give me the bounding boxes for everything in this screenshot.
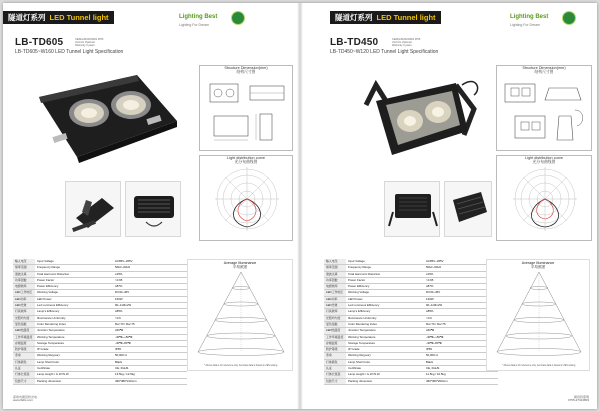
catalog-spread	[3, 3, 597, 409]
spec-label-en: Input Voltage	[346, 259, 424, 265]
spec-label-cn: 灯体颜色	[13, 359, 35, 365]
spec-label-en: Lamp Shell Color	[346, 359, 424, 365]
spec-row	[13, 378, 187, 384]
spec-value: AC85V~265V	[113, 259, 187, 265]
spec-label-cn: 灯具效率	[324, 309, 346, 315]
spec-label-en: Led Luminous Efficiency	[35, 303, 113, 309]
spec-label-en: Input Voltage	[35, 259, 113, 265]
spec-value: 50Hz~60Hz	[113, 265, 187, 271]
spec-label-cn: 存储温度	[324, 340, 346, 346]
product-side-photo	[384, 181, 440, 237]
spec-value: ≤60℃	[424, 328, 498, 334]
product-back-photo	[444, 181, 492, 237]
spec-label-cn: 寿命	[324, 353, 346, 359]
spec-value: 50,000 H	[424, 353, 498, 359]
illuminance-cone-icon	[487, 270, 591, 366]
illuminance-box: Average Illuminance 平均照度 * Above data is for reference only. Accurate data is based on IES testing.	[486, 259, 590, 371]
dimension-box: Structure Dimension(mm) 结构尺寸图	[496, 65, 592, 151]
model-title: LB-TD605	[15, 37, 64, 48]
spec-table	[324, 259, 498, 385]
spec-value: -40℃~+50℃	[424, 334, 498, 340]
spec-label-en: Lamp weight / G.W./N.W.	[346, 372, 424, 378]
spec-value: 50,000 H	[113, 353, 187, 359]
spec-label-cn: LED结温度	[324, 328, 346, 334]
spec-value: >0.95	[424, 277, 498, 283]
spec-label-cn: 电源效率	[324, 284, 346, 290]
spec-label-en: Working life(year)	[35, 353, 113, 359]
spec-label-en: Frequency Range	[35, 265, 113, 271]
illuminance-cone-icon	[188, 270, 294, 366]
cert-lines: CE/RoHS/ISO9001 IP65 UL/CUL Optional Warranty 3 years	[75, 38, 104, 48]
spec-value: CE, RoHS	[424, 366, 498, 372]
spec-label-cn: 光照均匀度	[324, 315, 346, 321]
spec-label-en: Packing dimension	[346, 378, 424, 384]
spec-label-en: Illuminance Uniformity	[35, 315, 113, 321]
brand-badge-icon	[562, 11, 576, 25]
right-page	[300, 3, 597, 409]
spec-value: >0.6	[424, 315, 498, 321]
illuminance-box: Average Illuminance 平均照度 * Above data is for reference only. Accurate data is based on IES testing.	[187, 259, 293, 371]
spec-value: 460*360*200mm	[424, 378, 498, 384]
spec-label-en: Color Rendering Index	[346, 321, 424, 327]
spec-value: 120W	[424, 296, 498, 302]
distribution-box: Light distribution curve 光分布曲线图	[496, 155, 592, 241]
dimension-drawing-icon	[200, 76, 294, 152]
spec-label-cn: 工作环境温度	[13, 334, 35, 340]
spec-value: ≥87%	[424, 284, 498, 290]
spec-value: CE, RoHS	[113, 366, 187, 372]
cert-lines: CE/RoHS/ISO9001 IP65 UL/CUL Optional Warranty 3 years	[392, 38, 421, 48]
spec-label-cn: 灯具效率	[13, 309, 35, 315]
spec-label-en: Lamp Shell Color	[35, 359, 113, 365]
spec-value: Ra>70 / Ra>75	[113, 321, 187, 327]
spec-value: ≥85%	[424, 309, 498, 315]
spec-label-en: Illuminance Uniformity	[346, 315, 424, 321]
spec-label-cn: 存储温度	[13, 340, 35, 346]
spec-value: 50Hz~60Hz	[424, 265, 498, 271]
series-tag: 隧道灯系列 LED Tunnel light	[330, 11, 441, 24]
spec-label-en: Color Rendering Index	[35, 321, 113, 327]
spec-label-en: LED Power	[35, 296, 113, 302]
spec-value: IP65	[113, 347, 187, 353]
spec-label-cn: 寿命	[13, 353, 35, 359]
spec-label-en: IP Grade	[35, 347, 113, 353]
spec-value: 160W	[113, 296, 187, 302]
spec-label-cn: 显色指数	[13, 321, 35, 327]
spec-value: Black	[424, 359, 498, 365]
spec-label-cn: 灯体颜色	[324, 359, 346, 365]
spec-label-cn: 功率因数	[13, 277, 35, 283]
tunnel-light-main-icon	[25, 69, 183, 169]
spec-label-en: Junction Temperature	[35, 328, 113, 334]
distribution-box: Light distribution curve 光分布曲线图	[199, 155, 293, 241]
product-main-photo	[25, 69, 183, 169]
spec-label-en: Power Factor	[35, 277, 113, 283]
spec-value: 490*380*210mm	[113, 378, 187, 384]
spec-label-en: Certificate	[346, 366, 424, 372]
spec-label-cn: 灯体长宽高	[324, 372, 346, 378]
spec-label-en: Working Voltage	[346, 290, 424, 296]
spec-label-cn: 谐波失真	[13, 271, 35, 277]
spec-label-en: Storage Temperature	[35, 340, 113, 346]
model-subtitle: LB-TD450~W120 LED Tunnel Light Specification	[330, 49, 439, 55]
spec-value: 90~110lm/W	[424, 303, 498, 309]
spec-value: ≥87%	[113, 284, 187, 290]
dimension-drawing-icon	[497, 76, 593, 152]
tunnel-light-back-icon	[445, 182, 492, 237]
spec-label-cn: 谐波失真	[324, 271, 346, 277]
spec-label-en: Lamp weight / G.W./N.W.	[35, 372, 113, 378]
spec-row	[324, 378, 498, 384]
spec-label-en: Storage Temperature	[346, 340, 424, 346]
spec-label-cn: 频率范围	[13, 265, 35, 271]
spec-value: >0.6	[113, 315, 187, 321]
spec-label-cn: LED工作电压	[13, 290, 35, 296]
spec-value: 13.5kg / 12.5kg	[113, 372, 187, 378]
spec-label-en: Working Temperature	[346, 334, 424, 340]
spec-value: DC30~36V	[424, 290, 498, 296]
tunnel-light-main-icon	[356, 65, 486, 175]
spec-label-en: Power Factor	[346, 277, 424, 283]
spec-label-cn: 显色指数	[324, 321, 346, 327]
spec-label-en: Working Temperature	[35, 334, 113, 340]
spec-value: AC85V~265V	[424, 259, 498, 265]
right-footer: 朗佰特照明 0755-27324809	[567, 394, 589, 403]
spec-label-en: Power Efficiency	[35, 284, 113, 290]
spec-label-cn: 电源效率	[13, 284, 35, 290]
spec-value: Black	[113, 359, 187, 365]
spec-label-cn: 频率范围	[324, 265, 346, 271]
spec-label-cn: 输入电压	[324, 259, 346, 265]
product-main-photo	[356, 65, 486, 175]
model-subtitle: LB-TD605~W160 LED Tunnel Light Specification	[15, 49, 124, 55]
brand-logo: Lighting Best Lighting For Dream	[179, 14, 218, 27]
page-gutter	[297, 3, 303, 409]
spec-label-cn: LED光效	[324, 303, 346, 309]
spec-value: ≤15%	[113, 271, 187, 277]
spec-label-cn: 防护等级	[13, 347, 35, 353]
spec-label-en: Total Harmonic Distortion	[346, 271, 424, 277]
spec-label-cn: 工作环境温度	[324, 334, 346, 340]
left-footer: 深圳市朗佰特光电 www.lbdls.com	[13, 394, 38, 403]
product-back-photo	[125, 181, 181, 237]
model-title: LB-TD450	[330, 37, 379, 48]
spec-label-cn: 灯体长宽高	[13, 372, 35, 378]
spec-label-cn: 防护等级	[324, 347, 346, 353]
spec-value: IP65	[424, 347, 498, 353]
spec-label-cn: 包装尺寸	[324, 378, 346, 384]
spec-label-en: IP Grade	[346, 347, 424, 353]
tunnel-light-side-icon	[385, 182, 440, 237]
spec-label-en: Certificate	[35, 366, 113, 372]
spec-label-en: Frequency Range	[346, 265, 424, 271]
brand-badge-icon	[231, 11, 245, 25]
polar-curve-icon	[497, 165, 593, 241]
brand-logo: Lighting Best Lighting For Dream	[510, 14, 549, 27]
spec-label-en: Lamp's Efficiency	[346, 309, 424, 315]
spec-label-cn: 包装尺寸	[13, 378, 35, 384]
spec-value: 90~110lm/W	[113, 303, 187, 309]
spec-label-en: Working Voltage	[35, 290, 113, 296]
spec-value: ≥85%	[113, 309, 187, 315]
spec-label-en: LED Power	[346, 296, 424, 302]
spec-label-cn: LED结温度	[13, 328, 35, 334]
left-header	[3, 11, 300, 27]
spec-label-en: Power Efficiency	[346, 284, 424, 290]
right-header	[300, 11, 597, 27]
left-page	[3, 3, 300, 409]
spec-value: 11.5kg / 10.5kg	[424, 372, 498, 378]
spec-label-cn: 光照均匀度	[13, 315, 35, 321]
spec-value: -40℃~80℃	[113, 340, 187, 346]
spec-label-cn: 认证	[324, 366, 346, 372]
spec-value: Ra>70 / Ra>75	[424, 321, 498, 327]
spec-value: -40℃~+50℃	[113, 334, 187, 340]
spec-value: >0.95	[113, 277, 187, 283]
spec-label-cn: 认证	[13, 366, 35, 372]
spec-label-en: Working life(year)	[346, 353, 424, 359]
spec-value: ≤60℃	[113, 328, 187, 334]
spec-table	[13, 259, 187, 385]
series-tag: 隧道灯系列 LED Tunnel light	[3, 11, 114, 24]
spec-label-cn: LED光效	[13, 303, 35, 309]
spec-label-cn: 输入电压	[13, 259, 35, 265]
spec-label-en: Led Luminous Efficiency	[346, 303, 424, 309]
spec-label-en: Lamp's Efficiency	[35, 309, 113, 315]
dimension-box: Structure Dimension(mm) 结构尺寸图	[199, 65, 293, 151]
spec-value: -40℃~80℃	[424, 340, 498, 346]
spec-label-en: Total Harmonic Distortion	[35, 271, 113, 277]
spec-label-cn: LED工作电压	[324, 290, 346, 296]
product-side-photo	[65, 181, 121, 237]
spec-label-en: Junction Temperature	[346, 328, 424, 334]
spec-label-en: Packing dimension	[35, 378, 113, 384]
tunnel-light-back-icon	[126, 182, 181, 237]
spec-value: DC30~36V	[113, 290, 187, 296]
tunnel-light-side-icon	[66, 182, 121, 237]
spec-label-cn: 功率因数	[324, 277, 346, 283]
spec-label-cn: LED功率	[324, 296, 346, 302]
spec-value: ≤15%	[424, 271, 498, 277]
spec-label-cn: LED功率	[13, 296, 35, 302]
polar-curve-icon	[200, 165, 294, 241]
